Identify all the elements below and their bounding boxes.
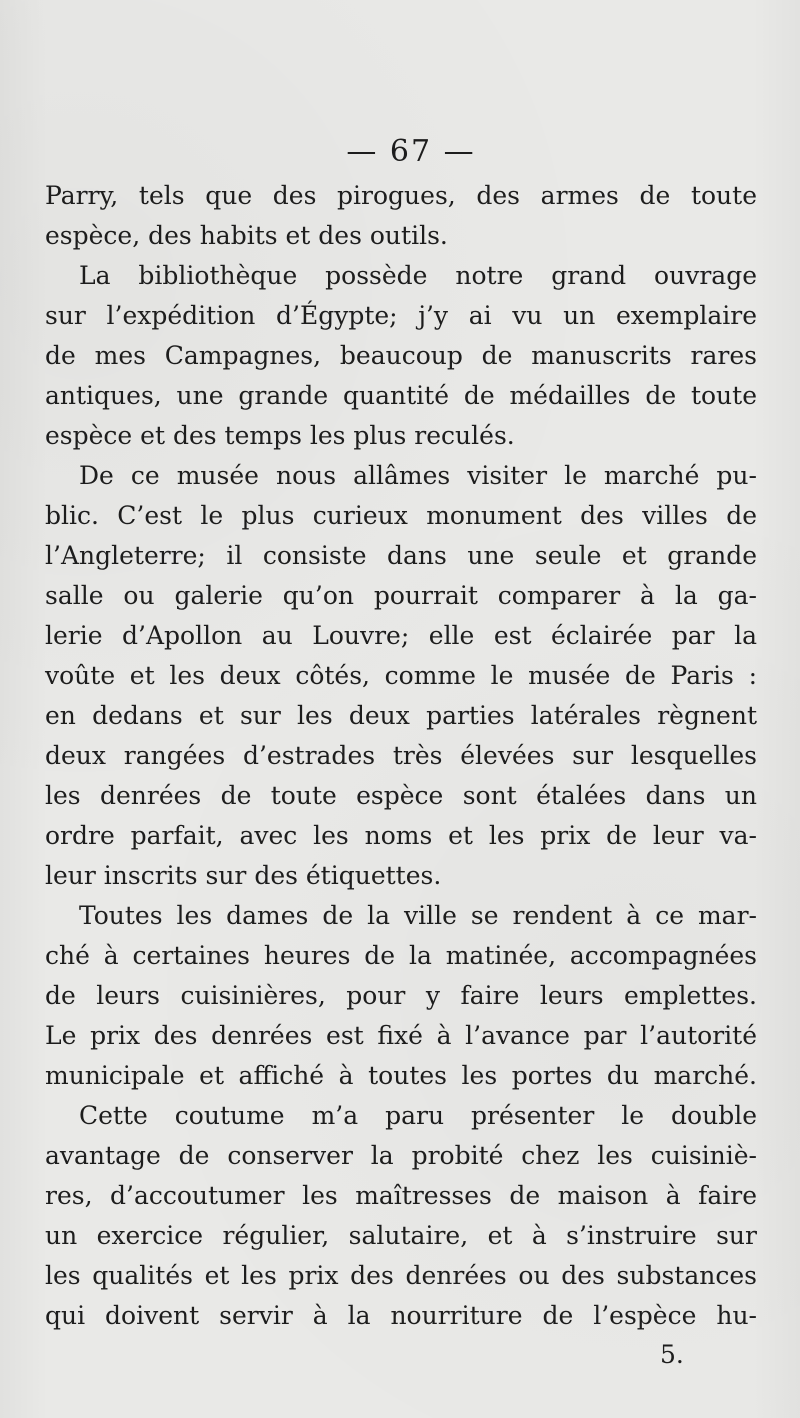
text-line: leur inscrits sur des étiquettes. <box>45 861 442 890</box>
text-line: sur l’expédition d’Égypte; j’y ai vu un exemplaire <box>45 301 757 330</box>
book-page <box>45 128 757 1336</box>
text-line: Parry, tels que des pirogues, des armes de toute <box>45 181 757 210</box>
signature-mark: 5. <box>660 1340 684 1369</box>
paragraph-3 <box>45 456 757 896</box>
text-line: espèce, des habits et des outils. <box>45 221 448 250</box>
text-line: en dedans et sur les deux parties latérales règnent <box>45 701 757 730</box>
text-line: municipale et affiché à toutes les portes du marché. <box>45 1061 757 1090</box>
text-line: lerie d’Apollon au Louvre; elle est éclairée par la <box>45 621 757 650</box>
text-line: les denrées de toute espèce sont étalées dans un <box>45 781 757 810</box>
paragraph-1 <box>45 176 757 256</box>
text-line: blic. C’est le plus curieux monument des villes de <box>45 501 757 530</box>
paragraph-2 <box>45 256 757 456</box>
text-line: ché à certaines heures de la matinée, accompagnées <box>45 941 757 970</box>
text-line: Le prix des denrées est fixé à l’avance par l’autorité <box>45 1021 757 1050</box>
text-line: un exercice régulier, salutaire, et à s’instruire sur <box>45 1221 757 1250</box>
text-line: de leurs cuisinières, pour y faire leurs emplettes. <box>45 981 757 1010</box>
text-line: salle ou galerie qu’on pourrait comparer à la ga- <box>45 581 757 610</box>
text-line: de mes Campagnes, beaucoup de manuscrits rares <box>45 341 757 370</box>
text-line: antiques, une grande quantité de médailles de toute <box>45 381 757 410</box>
text-line: qui doivent servir à la nourriture de l’espèce hu- <box>45 1301 757 1330</box>
text-line: voûte et les deux côtés, comme le musée de Paris : <box>45 661 757 690</box>
text-line: Cette coutume m’a paru présenter le double <box>79 1101 757 1130</box>
text-line: l’Angleterre; il consiste dans une seule et grande <box>45 541 757 570</box>
text-line: De ce musée nous allâmes visiter le marché pu- <box>79 461 757 490</box>
paragraph-5 <box>45 1096 757 1336</box>
text-line: les qualités et les prix des denrées ou des substances <box>45 1261 757 1290</box>
text-line: res, d’accoutumer les maîtresses de maison à faire <box>45 1181 757 1210</box>
paragraph-4 <box>45 896 757 1096</box>
text-line: espèce et des temps les plus reculés. <box>45 421 515 450</box>
text-line: La bibliothèque possède notre grand ouvrage <box>79 261 757 290</box>
text-line: ordre parfait, avec les noms et les prix de leur va- <box>45 821 757 850</box>
text-line: avantage de conserver la probité chez les cuisiniè- <box>45 1141 757 1170</box>
text-line: deux rangées d’estrades très élevées sur lesquelles <box>45 741 757 770</box>
page-number: — 67 — <box>346 134 476 169</box>
text-line: Toutes les dames de la ville se rendent à ce mar- <box>79 901 757 930</box>
